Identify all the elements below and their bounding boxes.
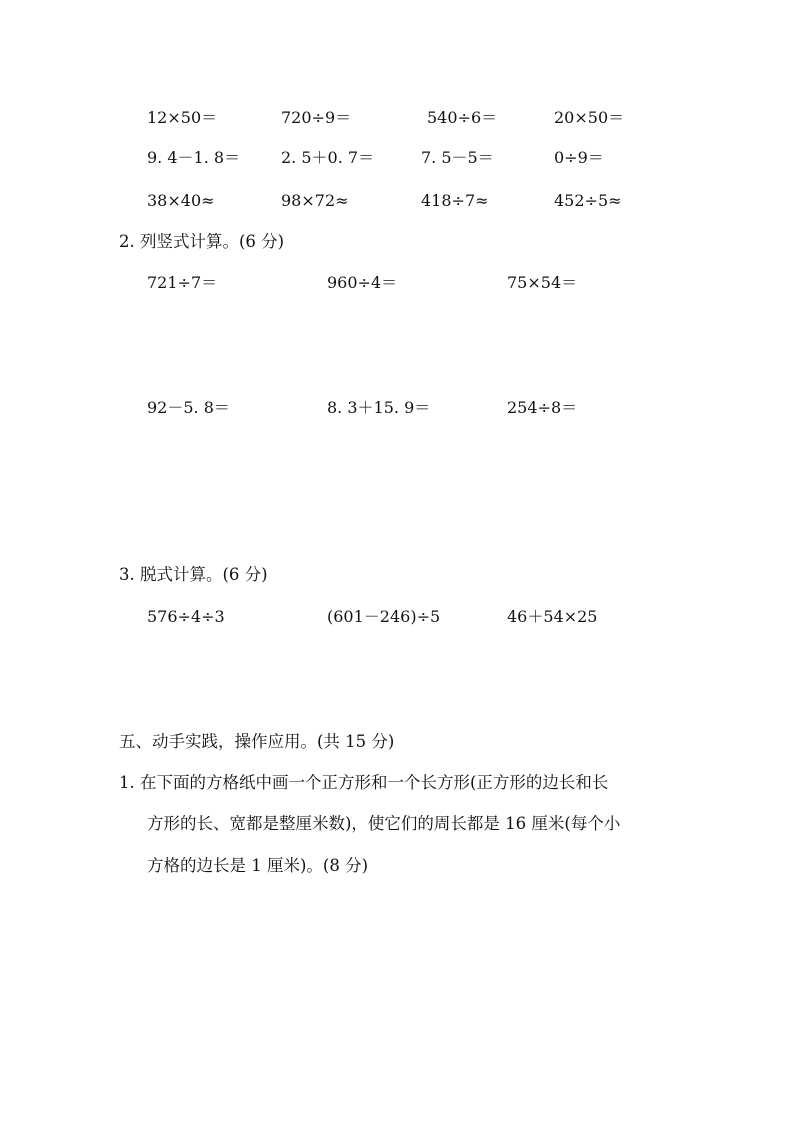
problem-item: 721÷7＝ — [147, 273, 218, 292]
problem-item: 92－5. 8＝ — [147, 398, 230, 417]
problem-item: 576÷4÷3 — [147, 607, 225, 626]
problem-item: 254÷8＝ — [507, 398, 578, 417]
oral-calc-item: 12×50＝ — [147, 108, 218, 127]
oral-calc-item: 720÷9＝ — [281, 108, 352, 127]
problem-item: 46＋54×25 — [507, 607, 598, 626]
oral-calc-item: 98×72≈ — [281, 191, 349, 210]
oral-calc-item: 540÷6＝ — [427, 108, 498, 127]
problem-item: 75×54＝ — [507, 273, 578, 292]
oral-calc-item: 20×50＝ — [554, 108, 625, 127]
oral-calc-item: 9. 4－1. 8＝ — [147, 148, 241, 167]
section-title: 2. 列竖式计算。(6 分) — [119, 232, 285, 251]
oral-calc-item: 7. 5－5＝ — [421, 148, 494, 167]
oral-calc-item: 452÷5≈ — [554, 191, 622, 210]
oral-calc-item: 2. 5＋0. 7＝ — [281, 148, 375, 167]
question-text-line: 方形的长、宽都是整厘米数)，使它们的周长都是 16 厘米(每个小 — [147, 814, 621, 833]
section-title: 3. 脱式计算。(6 分) — [119, 565, 268, 584]
question-text-line: 1. 在下面的方格纸中画一个正方形和一个长方形(正方形的边长和长 — [119, 773, 609, 792]
oral-calc-item: 0÷9＝ — [554, 148, 604, 167]
problem-item: (601－246)÷5 — [327, 607, 441, 626]
oral-calc-item: 418÷7≈ — [421, 191, 489, 210]
part-title: 五、动手实践，操作应用。(共 15 分) — [119, 732, 395, 751]
question-text-line: 方格的边长是 1 厘米)。(8 分) — [147, 856, 369, 875]
problem-item: 960÷4＝ — [327, 273, 398, 292]
problem-item: 8. 3＋15. 9＝ — [327, 398, 431, 417]
oral-calc-item: 38×40≈ — [147, 191, 215, 210]
